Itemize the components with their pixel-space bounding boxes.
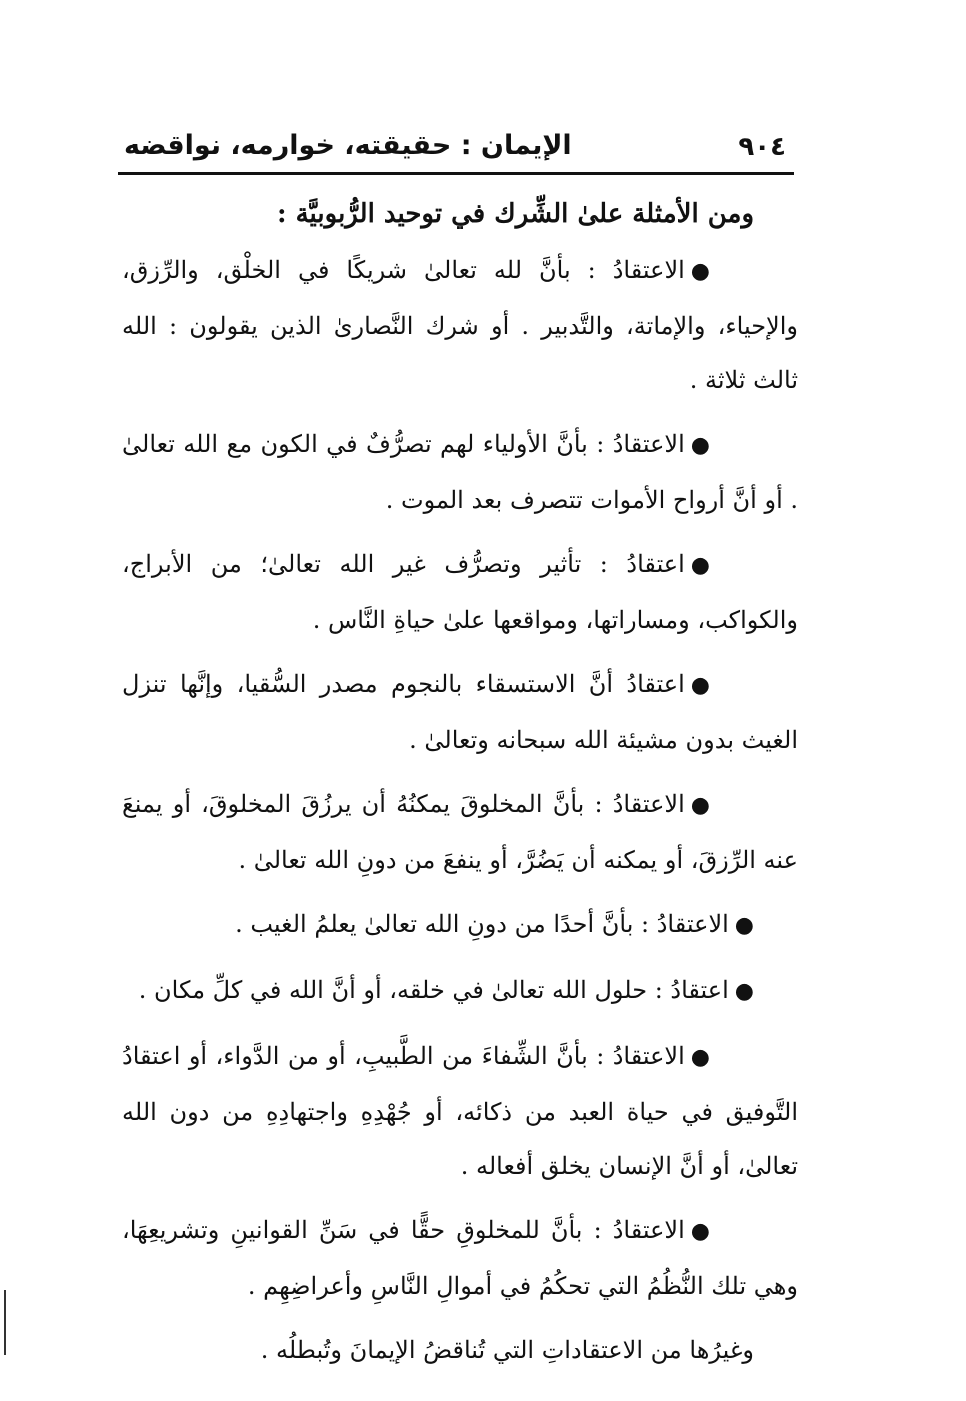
bullet-icon: ●	[690, 433, 710, 458]
bullet-icon: ●	[690, 259, 710, 284]
page-number: ٩٠٤	[738, 132, 786, 162]
list-item-text: اعتقادُ أنَّ الاستسقاء بالنجوم مصدر السُّقيا، وإنَّها تنزل الغيث بدون مشيئة الله سبحانه وتعالىٰ .	[122, 670, 798, 754]
list-item	[122, 417, 798, 527]
list-item	[122, 537, 798, 647]
bullet-icon: ●	[690, 673, 710, 698]
bullet-icon: ●	[690, 1219, 710, 1244]
scan-edge-mark	[4, 1290, 6, 1355]
bullet-icon: ●	[734, 979, 754, 1004]
list-item-text: اعتقادُ : حلول الله تعالىٰ في خلقه، أو أنَّ الله في كلِّ مكان .	[138, 976, 729, 1004]
bullet-icon: ●	[734, 913, 754, 938]
list-item-text: الاعتقادُ : بأنَّ للمخلوقِ حقًّا في سَنِّ القوانينِ وتشريعِهَا، وهي تلك النُّظُمُ التي تحكُمُ في أموالِ النَّاسِ وأعراضِهِم .	[122, 1216, 798, 1300]
list-item-text: اعتقادُ : تأثير وتصرُّف غير الله تعالىٰ؛ من الأبراج، والكواكب، ومساراتها، ومواقعها علىٰ حياةِ النَّاس .	[122, 550, 798, 634]
running-title: الإيمان : حقيقته، خوارمه، نواقضه	[124, 130, 572, 161]
list-item	[122, 963, 798, 1019]
closing-sentence: وغيرُها من الاعتقاداتِ التي تُناقضُ الإيمانَ وتُبطلُه .	[260, 1336, 754, 1364]
list-item	[122, 777, 798, 887]
list-item-text: الاعتقادُ : بأنَّ لله تعالىٰ شريكًا في الخلْق، والرِّزق، والإحياء، والإماتة، والتَّدبير . أو شرك النَّصارىٰ الذين يقولون : الله ثالث ثلاثة .	[122, 256, 798, 394]
bullet-icon: ●	[690, 553, 710, 578]
section-heading: ومن الأمثلة علىٰ الشِّرك في توحيد الرُّبوبيَّة :	[276, 199, 754, 229]
header-divider	[118, 172, 794, 175]
list-item-text: الاعتقادُ : بأنَّ المخلوقَ يمكنُهُ أن يرزُقَ المخلوقَ، أو يمنعَ عنه الرِّزقَ، أو يمكنه أن يَضُرَّ، أو ينفعَ من دونِ الله تعالىٰ .	[122, 790, 798, 874]
list-item	[122, 243, 798, 407]
list-item-text: الاعتقادُ : بأنَّ الشِّفاءَ من الطَّبيبِ، أو من الدَّواء، أو اعتقادُ التَّوفيق في حياة العبد من ذكائه، أو جُهْدِهِ واجتهادِهِ من دون الله تعالىٰ، أو أنَّ الإنسان يخلق أفعاله .	[122, 1042, 798, 1180]
bullet-icon: ●	[690, 1045, 710, 1070]
page-header	[118, 118, 794, 172]
list-item	[122, 1203, 798, 1313]
list-item-text: الاعتقادُ : بأنَّ الأولياء لهم تصرُّفٌ في الكون مع الله تعالىٰ . أو أنَّ أرواح الأموات تتصرف بعد الموت .	[122, 430, 798, 514]
list-item	[122, 1029, 798, 1193]
list-item	[122, 657, 798, 767]
list-item	[122, 897, 798, 953]
list-item-text: الاعتقادُ : بأنَّ أحدًا من دونِ الله تعالىٰ يعلمُ الغيب .	[235, 910, 729, 938]
bullet-icon: ●	[690, 793, 710, 818]
main-text	[122, 185, 798, 1401]
